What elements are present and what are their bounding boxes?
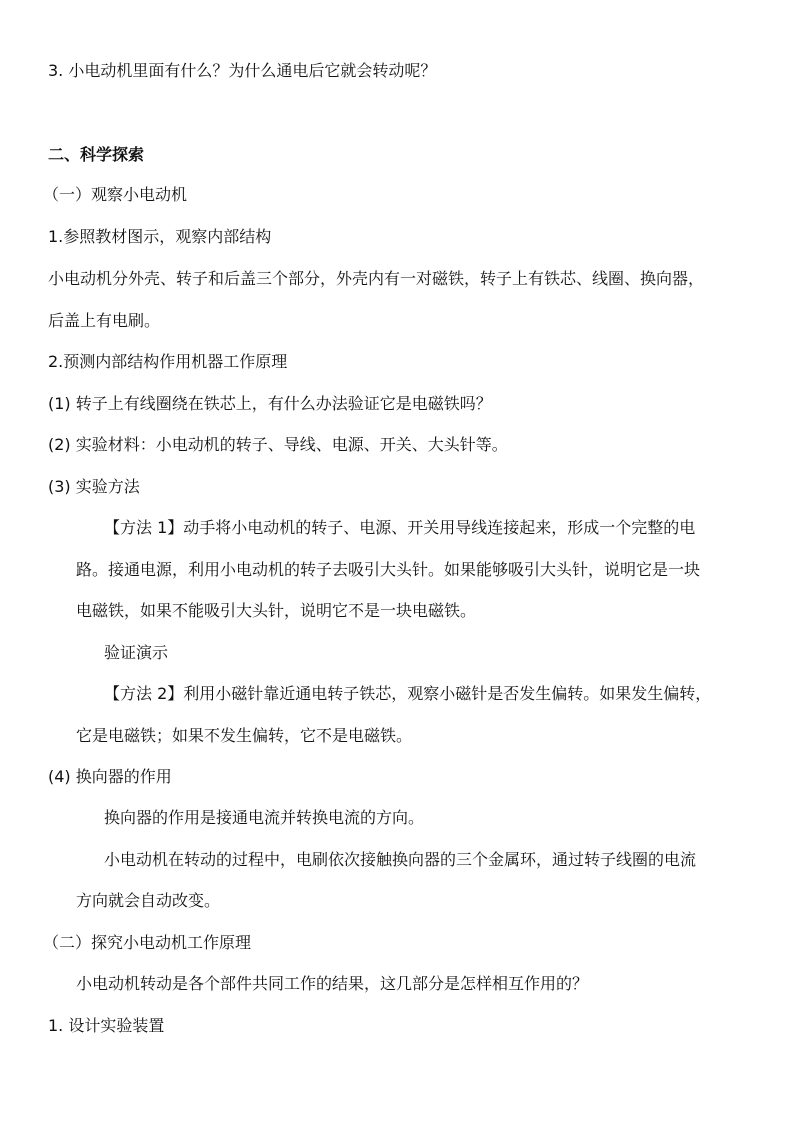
subsection-2-title: （二）探究小电动机工作原理: [43, 933, 252, 952]
method-2-line-2: 它是电磁铁；如果不发生偏转，它不是电磁铁。: [76, 726, 413, 745]
method-1-line-2: 路。接通电源，利用小电动机的转子去吸引大头针。如果能够吸引大头针，说明它是一块: [76, 560, 701, 579]
paragraph-1-title: 1.参照教材图示，观察内部结构: [48, 227, 272, 246]
list-item-4-line-2: 小电动机在转动的过程中，电刷依次接触换向器的三个金属环，通过转子线圈的电流: [104, 850, 697, 869]
paragraph-1-line-1: 小电动机分外壳、转子和后盖三个部分，外壳内有一对磁铁，转子上有铁芯、线圈、换向器，: [48, 269, 705, 288]
section-title: 二、科学探索: [48, 145, 145, 164]
method-1-line-1: 【方法 1】动手将小电动机的转子、电源、开关用导线连接起来，形成一个完整的电: [104, 518, 696, 537]
list-item-4-line-3: 方向就会自动改变。: [76, 891, 221, 910]
paragraph-1-line-2: 后盖上有电刷。: [48, 311, 161, 330]
list-item-4: (4) 换向器的作用: [48, 767, 172, 786]
subsection-1-title: （一）观察小电动机: [43, 185, 188, 204]
paragraph-2-title: 2.预测内部结构作用机器工作原理: [48, 352, 288, 371]
method-2-line-1: 【方法 2】利用小磁针靠近通电转子铁芯，观察小磁针是否发生偏转。如果发生偏转，: [104, 684, 712, 703]
list-item-2: (2) 实验材料：小电动机的转子、导线、电源、开关、大头针等。: [48, 435, 508, 454]
question-3: 3. 小电动机里面有什么？为什么通电后它就会转动呢？: [48, 61, 437, 80]
subsection-2-body: 小电动机转动是各个部件共同工作的结果，这几部分是怎样相互作用的？: [76, 974, 589, 993]
method-1-line-3: 电磁铁，如果不能吸引大头针，说明它不是一块电磁铁。: [76, 601, 477, 620]
list-item-3: (3) 实验方法: [48, 477, 140, 496]
demo-label: 验证演示: [104, 643, 169, 662]
step-1: 1. 设计实验装置: [48, 1016, 165, 1035]
list-item-4-line-1: 换向器的作用是接通电流并转换电流的方向。: [104, 808, 425, 827]
list-item-1: (1) 转子上有线圈绕在铁芯上，有什么办法验证它是电磁铁吗？: [48, 394, 492, 413]
